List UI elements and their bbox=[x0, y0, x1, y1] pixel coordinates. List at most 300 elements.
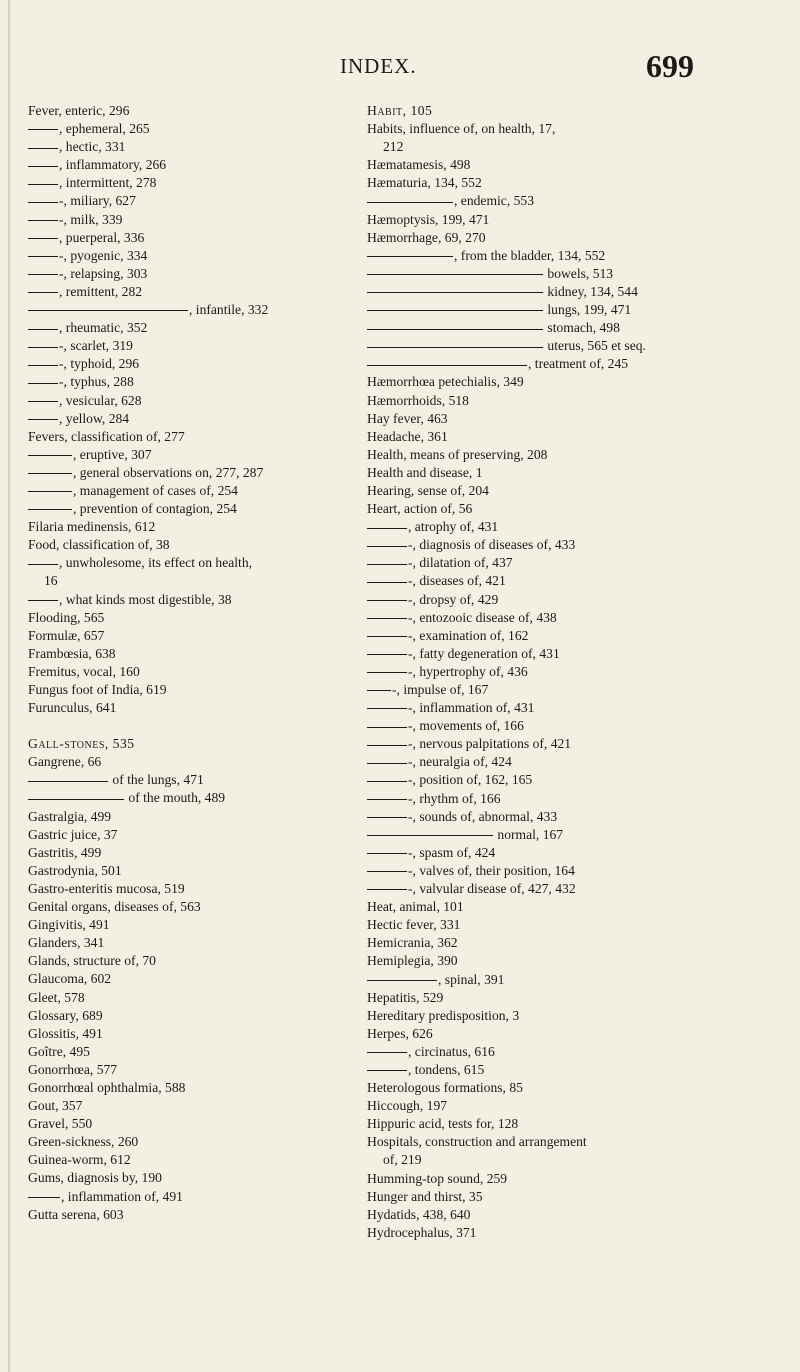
index-entry bbox=[28, 663, 356, 681]
index-entry-text: , vesicular, 628 bbox=[59, 392, 142, 408]
ditto-rule bbox=[367, 564, 407, 565]
index-entry bbox=[28, 916, 356, 934]
index-entry bbox=[28, 247, 356, 265]
index-entry bbox=[28, 482, 356, 500]
index-entry bbox=[28, 410, 356, 428]
index-entry bbox=[367, 627, 775, 645]
index-entry-text: Glanders, 341 bbox=[28, 935, 105, 951]
index-entry bbox=[367, 1170, 775, 1188]
ditto-rule bbox=[28, 799, 124, 800]
index-entry bbox=[28, 211, 356, 229]
index-entry-text: Headache, 361 bbox=[367, 428, 448, 444]
index-entry bbox=[28, 301, 356, 319]
ditto-rule bbox=[28, 365, 58, 366]
running-head-title: INDEX. bbox=[340, 54, 417, 78]
ditto-rule bbox=[367, 582, 407, 583]
index-entry bbox=[28, 699, 356, 717]
ditto-rule bbox=[28, 401, 58, 402]
index-entry-text: -, spasm of, 424 bbox=[408, 844, 496, 860]
index-entry bbox=[367, 609, 775, 627]
index-entry-text: stomach, 498 bbox=[544, 320, 620, 336]
index-entry bbox=[28, 1025, 356, 1043]
index-entry bbox=[28, 1097, 356, 1115]
index-entry bbox=[367, 174, 775, 192]
index-entry bbox=[28, 1188, 356, 1206]
index-entry bbox=[28, 862, 356, 880]
ditto-rule bbox=[28, 238, 58, 239]
index-entry-text: , tondens, 615 bbox=[408, 1061, 485, 1077]
index-entry bbox=[28, 500, 356, 518]
ditto-rule bbox=[367, 1052, 407, 1053]
running-head bbox=[0, 48, 800, 84]
index-entry-text: Hydrocephalus, 371 bbox=[367, 1224, 477, 1240]
index-entry-text: , inflammatory, 266 bbox=[59, 157, 167, 173]
index-entry-text: -, scarlet, 319 bbox=[59, 338, 133, 354]
index-entry-text: Gums, diagnosis by, 190 bbox=[28, 1170, 162, 1186]
index-entry bbox=[367, 464, 775, 482]
index-entry bbox=[367, 410, 775, 428]
index-entry bbox=[28, 265, 356, 283]
index-entry-text: Gastric juice, 37 bbox=[28, 826, 118, 842]
index-entry bbox=[367, 156, 775, 174]
index-entry bbox=[367, 283, 775, 301]
index-entry-text: -, hypertrophy of, 436 bbox=[408, 663, 528, 679]
index-entry-text: , management of cases of, 254 bbox=[73, 482, 238, 498]
index-entry-text: Hemicrania, 362 bbox=[367, 935, 458, 951]
index-entry-text: -, neuralgia of, 424 bbox=[408, 754, 512, 770]
ditto-rule bbox=[367, 1070, 407, 1071]
index-entry-text: Hæmatamesis, 498 bbox=[367, 157, 471, 173]
index-entry-text: -, entozooic disease of, 438 bbox=[408, 609, 557, 625]
index-entry-text: Glands, structure of, 70 bbox=[28, 953, 156, 969]
index-entry bbox=[367, 952, 775, 970]
index-entry-text: -, typhoid, 296 bbox=[59, 356, 140, 372]
index-entry bbox=[367, 753, 775, 771]
index-entry bbox=[367, 826, 775, 844]
index-entry-text: Humming-top sound, 259 bbox=[367, 1170, 508, 1186]
ditto-rule bbox=[28, 600, 58, 601]
index-entry-text: of the mouth, 489 bbox=[125, 790, 226, 806]
index-entry bbox=[28, 609, 356, 627]
index-entry bbox=[28, 753, 356, 771]
index-entry-text: kidney, 134, 544 bbox=[544, 283, 638, 299]
index-entry bbox=[367, 247, 775, 265]
index-entry bbox=[367, 102, 775, 120]
index-entry-text: Hæmoptysis, 199, 471 bbox=[367, 211, 490, 227]
index-entry-text: Gall-stones, 535 bbox=[28, 736, 135, 752]
index-entry-text: Hiccough, 197 bbox=[367, 1098, 448, 1114]
index-entry-text: Habits, influence of, on health, 17, bbox=[367, 121, 556, 137]
index-entry-text: Frambœsia, 638 bbox=[28, 645, 116, 661]
index-column-right bbox=[367, 102, 775, 1242]
index-entry-text: Heat, animal, 101 bbox=[367, 899, 464, 915]
index-entry-text: -, diagnosis of diseases of, 433 bbox=[408, 537, 576, 553]
index-entry-text: , yellow, 284 bbox=[59, 410, 130, 426]
ditto-rule bbox=[367, 889, 407, 890]
index-entry-text: Goître, 495 bbox=[28, 1043, 90, 1059]
index-entry bbox=[28, 627, 356, 645]
index-entry bbox=[28, 518, 356, 536]
index-entry bbox=[28, 1169, 356, 1187]
ditto-rule bbox=[367, 600, 407, 601]
index-entry-text: -, nervous palpitations of, 421 bbox=[408, 736, 572, 752]
index-entry bbox=[367, 898, 775, 916]
index-entry-text: Heterologous formations, 85 bbox=[367, 1080, 523, 1096]
index-entry-text: Glossitis, 491 bbox=[28, 1025, 103, 1041]
index-entry bbox=[28, 319, 356, 337]
index-entry bbox=[367, 1079, 775, 1097]
ditto-rule bbox=[367, 871, 407, 872]
index-entry bbox=[367, 1188, 775, 1206]
index-entry-text: uterus, 565 et seq. bbox=[544, 338, 646, 354]
index-entry bbox=[367, 862, 775, 880]
index-entry-text: , treatment of, 245 bbox=[528, 356, 629, 372]
index-entry bbox=[367, 572, 775, 590]
index-entry bbox=[28, 156, 356, 174]
index-entry-text: Hæmorrhœa petechialis, 349 bbox=[367, 374, 524, 390]
index-entry-text: of, 219 bbox=[383, 1152, 422, 1168]
index-entry-text: Fevers, classification of, 277 bbox=[28, 428, 185, 444]
index-entry-text: , puerperal, 336 bbox=[59, 229, 145, 245]
index-entry bbox=[367, 971, 775, 989]
ditto-rule bbox=[367, 274, 543, 275]
index-entry bbox=[28, 572, 356, 590]
ditto-rule bbox=[28, 564, 58, 565]
index-entry bbox=[367, 319, 775, 337]
index-entry bbox=[367, 446, 775, 464]
index-entry-text: Hereditary predisposition, 3 bbox=[367, 1007, 520, 1023]
index-entry bbox=[28, 1061, 356, 1079]
ditto-rule bbox=[367, 365, 527, 366]
index-entry bbox=[367, 1206, 775, 1224]
index-entry bbox=[28, 1115, 356, 1133]
ditto-rule bbox=[28, 310, 188, 311]
index-entry bbox=[367, 229, 775, 247]
index-entry bbox=[28, 735, 356, 753]
ditto-rule bbox=[28, 383, 58, 384]
ditto-rule bbox=[367, 347, 543, 348]
index-entry-text: , infantile, 332 bbox=[189, 302, 269, 318]
index-entry bbox=[367, 211, 775, 229]
index-entry bbox=[28, 120, 356, 138]
index-entry-text: Fremitus, vocal, 160 bbox=[28, 663, 140, 679]
index-entry-text: normal, 167 bbox=[494, 826, 564, 842]
index-entry bbox=[367, 645, 775, 663]
index-entry bbox=[28, 771, 356, 789]
ditto-rule bbox=[28, 1197, 60, 1198]
index-entry-text: Health and disease, 1 bbox=[367, 464, 483, 480]
index-entry bbox=[367, 355, 775, 373]
ditto-rule bbox=[367, 799, 407, 800]
ditto-rule bbox=[367, 636, 407, 637]
index-entry bbox=[367, 1061, 775, 1079]
index-entry bbox=[28, 536, 356, 554]
index-entry-text: , hectic, 331 bbox=[59, 139, 126, 155]
index-entry bbox=[367, 1224, 775, 1242]
index-entry bbox=[28, 554, 356, 572]
index-entry-text: -, dropsy of, 429 bbox=[408, 591, 499, 607]
ditto-rule bbox=[367, 690, 391, 691]
index-entry bbox=[28, 645, 356, 663]
index-entry-text: -, typhus, 288 bbox=[59, 374, 134, 390]
index-entry bbox=[28, 373, 356, 391]
ditto-rule bbox=[28, 781, 108, 782]
index-entry-text: Gingivitis, 491 bbox=[28, 917, 110, 933]
ditto-rule bbox=[367, 654, 407, 655]
index-entry-text: -, diseases of, 421 bbox=[408, 573, 506, 589]
index-entry-text: , unwholesome, its effect on health, bbox=[59, 555, 253, 571]
index-entry-text: -, inflammation of, 431 bbox=[408, 700, 535, 716]
index-entry-text: of the lungs, 471 bbox=[109, 772, 204, 788]
index-entry bbox=[28, 989, 356, 1007]
index-entry-text: -, position of, 162, 165 bbox=[408, 772, 533, 788]
index-entry-text: Hepatitis, 529 bbox=[367, 989, 444, 1005]
index-entry-text: , circinatus, 616 bbox=[408, 1043, 495, 1059]
index-entry-text: , general observations on, 277, 287 bbox=[73, 464, 264, 480]
index-entry-text: Hæmorrhage, 69, 270 bbox=[367, 229, 486, 245]
index-entry bbox=[367, 735, 775, 753]
index-entry bbox=[28, 283, 356, 301]
index-entry bbox=[367, 265, 775, 283]
index-entry bbox=[367, 663, 775, 681]
index-entry bbox=[28, 464, 356, 482]
index-entry-text: -, dilatation of, 437 bbox=[408, 555, 513, 571]
index-entry bbox=[28, 174, 356, 192]
index-entry-text: Hippuric acid, tests for, 128 bbox=[367, 1116, 519, 1132]
ditto-rule bbox=[367, 781, 407, 782]
index-entry bbox=[28, 789, 356, 807]
index-entry-text: bowels, 513 bbox=[544, 265, 614, 281]
ditto-rule bbox=[28, 202, 58, 203]
index-entry bbox=[367, 500, 775, 518]
index-entry bbox=[367, 192, 775, 210]
index-entry bbox=[367, 808, 775, 826]
index-entry bbox=[28, 591, 356, 609]
index-entry bbox=[28, 898, 356, 916]
ditto-rule bbox=[367, 745, 407, 746]
ditto-rule bbox=[367, 202, 453, 203]
index-entry-text: Hæmaturia, 134, 552 bbox=[367, 175, 482, 191]
index-entry-text: -, valves of, their position, 164 bbox=[408, 862, 575, 878]
index-entry-text: Hemiplegia, 390 bbox=[367, 953, 458, 969]
index-entry-text: -, examination of, 162 bbox=[408, 627, 529, 643]
index-entry-text: -, sounds of, abnormal, 433 bbox=[408, 808, 558, 824]
index-entry-text: Filaria medinensis, 612 bbox=[28, 519, 156, 535]
index-entry-text: Hydatids, 438, 640 bbox=[367, 1206, 471, 1222]
index-entry bbox=[367, 880, 775, 898]
index-entry bbox=[367, 717, 775, 735]
index-entry bbox=[367, 1025, 775, 1043]
index-entry-text: -, miliary, 627 bbox=[59, 193, 136, 209]
index-entry-text: -, impulse of, 167 bbox=[392, 682, 489, 697]
ditto-rule bbox=[367, 835, 493, 836]
ditto-rule bbox=[367, 528, 407, 529]
ditto-rule bbox=[367, 329, 543, 330]
ditto-rule bbox=[28, 129, 58, 130]
ditto-rule bbox=[367, 618, 407, 619]
index-entry bbox=[367, 681, 775, 699]
index-entry bbox=[28, 229, 356, 247]
index-entry bbox=[28, 826, 356, 844]
index-entry bbox=[367, 482, 775, 500]
ditto-rule bbox=[28, 329, 58, 330]
index-entry bbox=[28, 1151, 356, 1169]
ditto-rule bbox=[28, 509, 72, 510]
index-entry bbox=[367, 301, 775, 319]
index-entry-text: Gutta serena, 603 bbox=[28, 1206, 124, 1222]
ditto-rule bbox=[28, 148, 58, 149]
page-edge-shadow bbox=[8, 0, 10, 1372]
index-entry-text: Green-sickness, 260 bbox=[28, 1134, 139, 1150]
index-entry bbox=[28, 138, 356, 156]
index-entry-text: , from the bladder, 134, 552 bbox=[454, 247, 606, 263]
index-entry-text: , rheumatic, 352 bbox=[59, 320, 148, 336]
ditto-rule bbox=[28, 184, 58, 185]
index-entry bbox=[367, 518, 775, 536]
index-entry-text: -, milk, 339 bbox=[59, 211, 123, 227]
index-entry-text: Genital organs, diseases of, 563 bbox=[28, 899, 201, 915]
index-entry-text: , inflammation of, 491 bbox=[61, 1188, 183, 1204]
ditto-rule bbox=[28, 419, 58, 420]
index-entry bbox=[28, 337, 356, 355]
index-entry-text: , remittent, 282 bbox=[59, 283, 143, 299]
index-entry-text: -, rhythm of, 166 bbox=[408, 790, 501, 806]
index-entry-text: Health, means of preserving, 208 bbox=[367, 446, 548, 462]
ditto-rule bbox=[28, 220, 58, 221]
index-entry bbox=[367, 1043, 775, 1061]
index-entry bbox=[367, 337, 775, 355]
ditto-rule bbox=[367, 763, 407, 764]
ditto-rule bbox=[28, 347, 58, 348]
page-number: 699 bbox=[646, 48, 694, 84]
index-entry bbox=[28, 1206, 356, 1224]
index-entry-text: Furunculus, 641 bbox=[28, 700, 117, 716]
index-entry bbox=[28, 1133, 356, 1151]
index-entry-text: Hunger and thirst, 35 bbox=[367, 1188, 483, 1204]
index-entry bbox=[28, 102, 356, 120]
index-entry-text: Gangrene, 66 bbox=[28, 754, 102, 770]
index-entry-text: -, valvular disease of, 427, 432 bbox=[408, 881, 576, 897]
index-entry-text: Gastralgia, 499 bbox=[28, 808, 112, 824]
index-entry bbox=[28, 808, 356, 826]
index-entry-text: , endemic, 553 bbox=[454, 193, 535, 209]
ditto-rule bbox=[367, 817, 407, 818]
index-entry-text: Flooding, 565 bbox=[28, 609, 105, 625]
ditto-rule bbox=[367, 708, 407, 709]
index-entry bbox=[367, 699, 775, 717]
index-entry-text: Glossary, 689 bbox=[28, 1007, 103, 1023]
index-entry bbox=[28, 428, 356, 446]
index-entry-text: 212 bbox=[383, 139, 404, 155]
index-entry bbox=[28, 392, 356, 410]
ditto-rule bbox=[28, 166, 58, 167]
index-entry-text: Habit, 105 bbox=[367, 103, 433, 118]
index-entry bbox=[367, 790, 775, 808]
index-entry-text: Fever, enteric, 296 bbox=[28, 103, 130, 118]
index-entry bbox=[367, 916, 775, 934]
ditto-rule bbox=[367, 672, 407, 673]
index-entry-text: lungs, 199, 471 bbox=[544, 302, 632, 318]
index-entry-text: Formulæ, 657 bbox=[28, 627, 105, 643]
index-entry bbox=[28, 844, 356, 862]
index-entry-text: Hæmorrhoids, 518 bbox=[367, 392, 469, 408]
ditto-rule bbox=[28, 274, 58, 275]
index-entry bbox=[28, 681, 356, 699]
index-entry-text: Gravel, 550 bbox=[28, 1116, 93, 1132]
index-entry bbox=[28, 1079, 356, 1097]
ditto-rule bbox=[28, 491, 72, 492]
index-entry bbox=[367, 373, 775, 391]
index-entry-text: Guinea-worm, 612 bbox=[28, 1152, 131, 1168]
ditto-rule bbox=[367, 256, 453, 257]
index-entry bbox=[28, 934, 356, 952]
index-entry bbox=[367, 536, 775, 554]
index-entry bbox=[367, 989, 775, 1007]
index-entry bbox=[28, 355, 356, 373]
index-entry bbox=[28, 192, 356, 210]
index-entry-text: Gonorrhœal ophthalmia, 588 bbox=[28, 1079, 186, 1095]
ditto-rule bbox=[367, 980, 437, 981]
index-entry bbox=[367, 554, 775, 572]
index-entry bbox=[367, 591, 775, 609]
index-entry bbox=[28, 1043, 356, 1061]
ditto-rule bbox=[28, 292, 58, 293]
index-entry bbox=[367, 1133, 775, 1151]
index-entry bbox=[367, 1115, 775, 1133]
index-entry-text: Gastro-enteritis mucosa, 519 bbox=[28, 880, 185, 896]
index-entry-text: Glaucoma, 602 bbox=[28, 971, 112, 987]
index-entry bbox=[367, 1097, 775, 1115]
index-entry-text: -, relapsing, 303 bbox=[59, 265, 148, 281]
index-entry bbox=[28, 880, 356, 898]
index-entry-text: Herpes, 626 bbox=[367, 1025, 433, 1041]
index-entry-text: , eruptive, 307 bbox=[73, 446, 152, 462]
ditto-rule bbox=[367, 546, 407, 547]
ditto-rule bbox=[28, 473, 72, 474]
ditto-rule bbox=[367, 292, 543, 293]
index-entry bbox=[28, 970, 356, 988]
index-entry-text: Gout, 357 bbox=[28, 1098, 83, 1114]
index-entry-text: Gastrodynia, 501 bbox=[28, 862, 122, 878]
index-entry-text: , prevention of contagion, 254 bbox=[73, 501, 237, 517]
index-entry-text: , atrophy of, 431 bbox=[408, 519, 499, 535]
index-entry-text: Gonorrhœa, 577 bbox=[28, 1061, 118, 1077]
index-entry-text: Hospitals, construction and arrangement bbox=[367, 1134, 587, 1150]
index-entry bbox=[367, 1007, 775, 1025]
ditto-rule bbox=[367, 853, 407, 854]
index-entry-text: -, pyogenic, 334 bbox=[59, 247, 148, 263]
index-entry bbox=[28, 952, 356, 970]
index-entry-text: Hay fever, 463 bbox=[367, 410, 448, 426]
index-entry-text: -, fatty degeneration of, 431 bbox=[408, 645, 560, 661]
index-entry-text: , intermittent, 278 bbox=[59, 175, 157, 191]
ditto-rule bbox=[367, 310, 543, 311]
index-entry-text: , spinal, 391 bbox=[438, 971, 505, 987]
index-entry-text: 16 bbox=[44, 573, 58, 589]
index-entry bbox=[367, 771, 775, 789]
ditto-rule bbox=[28, 455, 72, 456]
index-entry bbox=[367, 934, 775, 952]
index-entry-text: Gleet, 578 bbox=[28, 989, 85, 1005]
index-entry-text: Hectic fever, 331 bbox=[367, 917, 461, 933]
index-entry bbox=[367, 120, 775, 138]
index-entry-text: Heart, action of, 56 bbox=[367, 501, 473, 517]
index-entry-text: Fungus foot of India, 619 bbox=[28, 682, 167, 697]
ditto-rule bbox=[367, 727, 407, 728]
index-entry bbox=[367, 392, 775, 410]
section-gap bbox=[28, 717, 356, 735]
ditto-rule bbox=[28, 256, 58, 257]
